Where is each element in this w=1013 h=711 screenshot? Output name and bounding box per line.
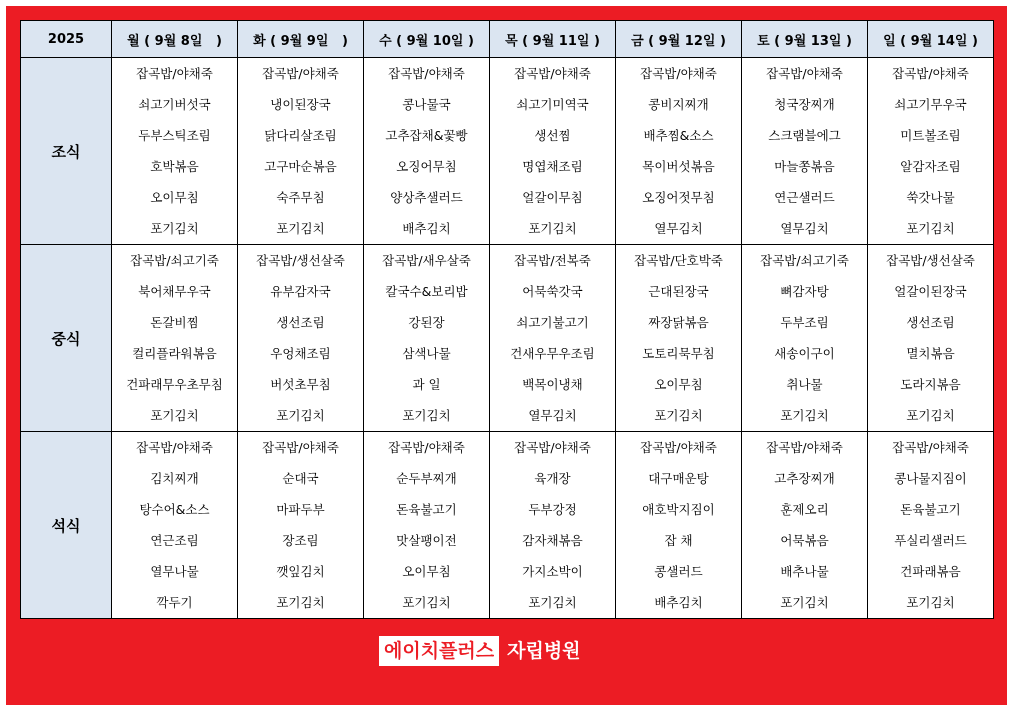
- menu-item: 포기김치: [906, 595, 955, 610]
- red-frame: [6, 6, 1007, 705]
- menu-item: 잡곡밥/야채죽: [136, 440, 213, 455]
- menu-item: 포기김치: [276, 408, 325, 423]
- menu-item: 포기김치: [654, 408, 703, 423]
- day-header: 일 ( 9월 14일 ): [868, 21, 994, 58]
- meal-row: [21, 58, 994, 245]
- menu-item: 잡곡밥/야채죽: [766, 440, 843, 455]
- menu-item: 쇠고기버섯국: [138, 97, 211, 112]
- meal-row: [21, 432, 994, 619]
- menu-item: 건파래무우초무침: [126, 377, 223, 392]
- menu-item: 가지소박이: [522, 564, 583, 579]
- meal-cell: [616, 245, 742, 432]
- menu-item: 취나물: [786, 377, 823, 392]
- meal-cell: [742, 245, 868, 432]
- menu-item: 깍두기: [156, 595, 193, 610]
- meal-cell: [112, 58, 238, 245]
- meal-label: 조식: [21, 58, 112, 245]
- menu-item: 포기김치: [906, 221, 955, 236]
- year-header: 2025: [21, 21, 112, 58]
- menu-item: 잡곡밥/야채죽: [640, 66, 717, 81]
- meal-cell: [490, 432, 616, 619]
- meal-label: 석식: [21, 432, 112, 619]
- day-header: 토 ( 9월 13일 ): [742, 21, 868, 58]
- meal-label: 중식: [21, 245, 112, 432]
- meal-cell: [742, 58, 868, 245]
- menu-item: 콩비지찌개: [648, 97, 709, 112]
- menu-item: 잡곡밥/생선살죽: [256, 253, 345, 268]
- menu-item: 알감자조림: [900, 159, 961, 174]
- menu-item: 잡곡밥/전복죽: [514, 253, 591, 268]
- menu-item: 삼색나물: [402, 346, 451, 361]
- meal-cell: [364, 432, 490, 619]
- menu-item: 새송이구이: [774, 346, 835, 361]
- menu-item: 버섯초무침: [270, 377, 331, 392]
- menu-item: 얼갈이무침: [522, 190, 583, 205]
- day-header: 금 ( 9월 12일 ): [616, 21, 742, 58]
- meal-cell: [490, 58, 616, 245]
- menu-item: 연근조림: [150, 533, 199, 548]
- menu-item: 오이무침: [654, 377, 703, 392]
- menu-item: 마늘쫑볶음: [774, 159, 835, 174]
- menu-item: 멸치볶음: [906, 346, 955, 361]
- menu-item: 잡곡밥/단호박죽: [634, 253, 723, 268]
- menu-item: 마파두부: [276, 502, 325, 517]
- menu-item: 포기김치: [150, 221, 199, 236]
- menu-item: 도라지볶음: [900, 377, 961, 392]
- meal-cell: [112, 432, 238, 619]
- meal-cell: [742, 432, 868, 619]
- menu-item: 건파래볶음: [900, 564, 961, 579]
- menu-item: 배추나물: [780, 564, 829, 579]
- menu-item: 콩나물국: [402, 97, 451, 112]
- menu-item: 잡곡밥/생선살죽: [886, 253, 975, 268]
- logo-brand: 에이치플러스: [379, 636, 499, 666]
- menu-item: 잡곡밥/야채죽: [262, 440, 339, 455]
- menu-item: 오징어무침: [396, 159, 457, 174]
- menu-item: 냉이된장국: [270, 97, 331, 112]
- menu-item: 얼갈이된장국: [894, 284, 967, 299]
- menu-item: 포기김치: [906, 408, 955, 423]
- menu-item: 돈갈비찜: [150, 315, 199, 330]
- menu-item: 열무김치: [528, 408, 577, 423]
- day-header: 월 ( 9월 8일 ): [112, 21, 238, 58]
- menu-item: 잡 채: [664, 533, 693, 548]
- menu-item: 뼈감자탕: [780, 284, 829, 299]
- menu-item: 포기김치: [150, 408, 199, 423]
- meal-cell: [238, 432, 364, 619]
- menu-item: 배추김치: [654, 595, 703, 610]
- menu-item: 맛살팽이전: [396, 533, 457, 548]
- menu-item: 잡곡밥/쇠고기죽: [760, 253, 849, 268]
- menu-item: 쇠고기미역국: [516, 97, 589, 112]
- menu-item: 오징어젓무침: [642, 190, 715, 205]
- menu-item: 어묵볶음: [780, 533, 829, 548]
- menu-item: 포기김치: [528, 221, 577, 236]
- menu-item: 포기김치: [780, 408, 829, 423]
- menu-item: 순대국: [282, 471, 319, 486]
- day-header: 수 ( 9월 10일 ): [364, 21, 490, 58]
- menu-item: 잡곡밥/야채죽: [388, 66, 465, 81]
- header-row: [21, 21, 994, 58]
- menu-item: 쇠고기불고기: [516, 315, 589, 330]
- menu-item: 잡곡밥/야채죽: [514, 66, 591, 81]
- menu-item: 고구마순볶음: [264, 159, 337, 174]
- menu-item: 우엉채조림: [270, 346, 331, 361]
- menu-item: 잡곡밥/야채죽: [766, 66, 843, 81]
- menu-item: 명엽채조림: [522, 159, 583, 174]
- menu-item: 깻잎김치: [276, 564, 325, 579]
- menu-item: 잡곡밥/야채죽: [514, 440, 591, 455]
- meal-row: [21, 245, 994, 432]
- menu-item: 푸실리샐러드: [894, 533, 967, 548]
- menu-item: 근대된장국: [648, 284, 709, 299]
- menu-item: 잡곡밥/야채죽: [262, 66, 339, 81]
- menu-item: 건새우무우조림: [510, 346, 595, 361]
- logo-name: 자립병원: [507, 640, 581, 662]
- menu-item: 김치찌개: [150, 471, 199, 486]
- meal-cell: [364, 245, 490, 432]
- menu-item: 돈육불고기: [396, 502, 457, 517]
- menu-item: 열무나물: [150, 564, 199, 579]
- menu-item: 쑥갓나물: [906, 190, 955, 205]
- menu-item: 대구매운탕: [648, 471, 709, 486]
- menu-item: 포기김치: [402, 408, 451, 423]
- menu-item: 잡곡밥/새우살죽: [382, 253, 471, 268]
- day-header: 목 ( 9월 11일 ): [490, 21, 616, 58]
- menu-item: 두부강정: [528, 502, 577, 517]
- meal-cell: [868, 432, 994, 619]
- menu-item: 짜장닭볶음: [648, 315, 709, 330]
- menu-item: 훈제오리: [780, 502, 829, 517]
- menu-item: 생선조림: [276, 315, 325, 330]
- menu-item: 오이무침: [402, 564, 451, 579]
- menu-item: 유부감자국: [270, 284, 331, 299]
- menu-item: 두부조림: [780, 315, 829, 330]
- meal-cell: [616, 432, 742, 619]
- menu-item: 양상추샐러드: [390, 190, 463, 205]
- menu-item: 콩나물지짐이: [894, 471, 967, 486]
- menu-item: 열무김치: [654, 221, 703, 236]
- menu-item: 스크램블에그: [768, 128, 841, 143]
- menu-item: 육개장: [534, 471, 571, 486]
- hospital-logo: [379, 636, 581, 666]
- menu-item: 포기김치: [276, 221, 325, 236]
- day-header: 화 ( 9월 9일 ): [238, 21, 364, 58]
- menu-item: 컬리플라워볶음: [132, 346, 217, 361]
- menu-item: 칼국수&보리밥: [385, 284, 468, 299]
- menu-item: 강된장: [408, 315, 445, 330]
- menu-item: 숙주무침: [276, 190, 325, 205]
- menu-item: 잡곡밥/야채죽: [892, 440, 969, 455]
- menu-item: 콩샐러드: [654, 564, 703, 579]
- meal-cell: [490, 245, 616, 432]
- menu-item: 과 일: [412, 377, 441, 392]
- menu-item: 배추김치: [402, 221, 451, 236]
- menu-item: 연근샐러드: [774, 190, 835, 205]
- meal-cell: [238, 58, 364, 245]
- menu-item: 닭다리살조림: [264, 128, 337, 143]
- menu-item: 잡곡밥/야채죽: [388, 440, 465, 455]
- menu-item: 돈육불고기: [900, 502, 961, 517]
- menu-item: 생선찜: [534, 128, 571, 143]
- menu-item: 포기김치: [780, 595, 829, 610]
- menu-item: 잡곡밥/야채죽: [136, 66, 213, 81]
- menu-item: 도토리묵무침: [642, 346, 715, 361]
- menu-item: 청국장찌개: [774, 97, 835, 112]
- menu-item: 생선조림: [906, 315, 955, 330]
- menu-item: 쇠고기무우국: [894, 97, 967, 112]
- menu-item: 장조림: [282, 533, 319, 548]
- menu-item: 잡곡밥/야채죽: [640, 440, 717, 455]
- meal-cell: [364, 58, 490, 245]
- menu-item: 미트볼조림: [900, 128, 961, 143]
- meal-cell: [868, 245, 994, 432]
- meal-cell: [868, 58, 994, 245]
- menu-item: 오이무침: [150, 190, 199, 205]
- menu-item: 고추장찌개: [774, 471, 835, 486]
- meal-cell: [112, 245, 238, 432]
- menu-item: 두부스틱조림: [138, 128, 211, 143]
- menu-item: 고추잡채&꽃빵: [385, 128, 468, 143]
- menu-item: 잡곡밥/쇠고기죽: [130, 253, 219, 268]
- menu-item: 잡곡밥/야채죽: [892, 66, 969, 81]
- meal-cell: [238, 245, 364, 432]
- menu-item: 백목이냉채: [522, 377, 583, 392]
- menu-item: 탕수어&소스: [139, 502, 210, 517]
- menu-item: 북어채무우국: [138, 284, 211, 299]
- menu-item: 호박볶음: [150, 159, 199, 174]
- menu-item: 포기김치: [528, 595, 577, 610]
- menu-item: 애호박지짐이: [642, 502, 715, 517]
- menu-item: 배추찜&소스: [643, 128, 714, 143]
- menu-item: 포기김치: [276, 595, 325, 610]
- menu-item: 목이버섯볶음: [642, 159, 715, 174]
- menu-item: 감자채볶음: [522, 533, 583, 548]
- meal-cell: [616, 58, 742, 245]
- menu-item: 포기김치: [402, 595, 451, 610]
- menu-item: 어묵쑥갓국: [522, 284, 583, 299]
- weekly-meal-table: [20, 20, 994, 619]
- menu-item: 열무김치: [780, 221, 829, 236]
- menu-item: 순두부찌개: [396, 471, 457, 486]
